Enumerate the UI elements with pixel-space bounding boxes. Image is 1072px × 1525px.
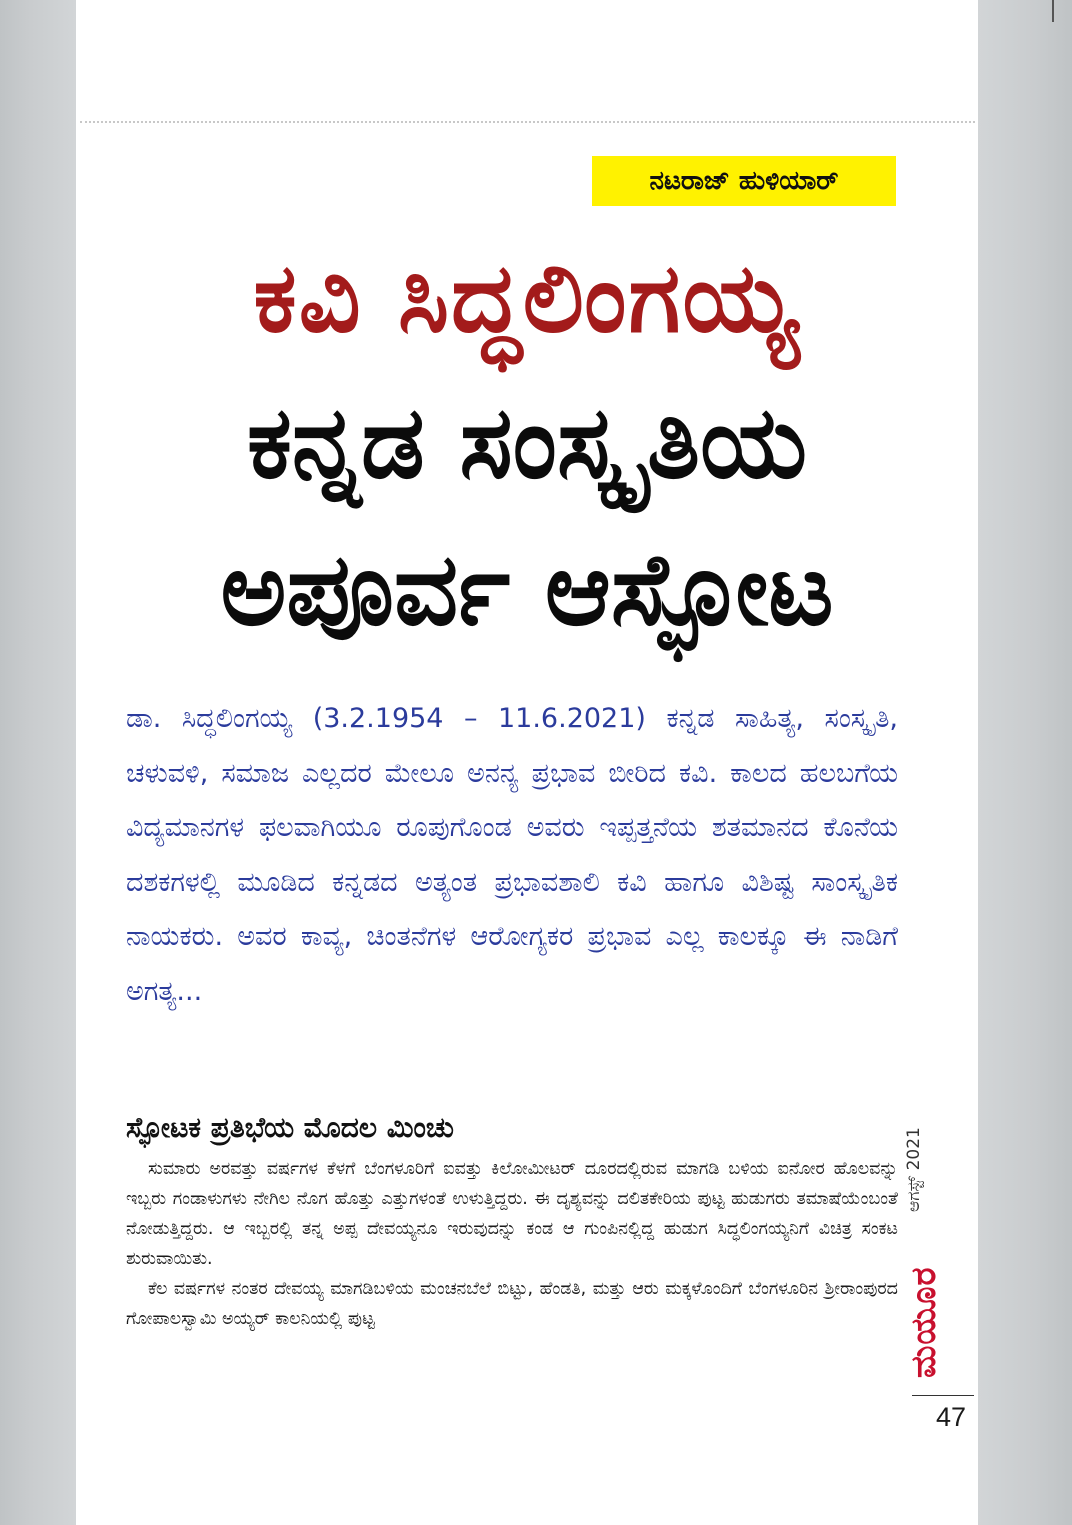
- crop-mark: [1052, 0, 1054, 22]
- magazine-logo: ಮಯೂರ: [904, 1266, 944, 1378]
- left-gray-margin: [0, 0, 76, 1525]
- section-heading: ಸ್ಫೋಟಕ ಪ್ರತಿಭೆಯ ಮೊದಲ ಮಿಂಚು: [126, 1111, 454, 1144]
- article-body: [126, 1154, 898, 1334]
- body-paragraph: ಕೆಲ ವರ್ಷಗಳ ನಂತರ ದೇವಯ್ಯ ಮಾಗಡಿಬಳಿಯ ಮಂಚನಬೆಲೆ ಬಿಟ್ಟು, ಹೆಂಡತಿ, ಮತ್ತು ಆರು ಮಕ್ಕಳೊಂದಿಗೆ ಬೆಂಗಳೂರಿನ ಶ್ರೀರಾಂಪುರದ ಗೋಪಾಲಸ್ವಾಮಿ ಅಯ್ಯರ್ ಕಾಲನಿಯಲ್ಲಿ ಪುಟ್ಟ: [126, 1279, 898, 1329]
- headline-line-1: ಕವಿ ಸಿದ್ಧಲಿಂಗಯ್ಯ: [253, 242, 801, 354]
- author-badge: ನಟರಾಜ್ ಹುಳಿಯಾರ್: [592, 156, 896, 206]
- headline-line-2: ಕನ್ನಡ ಸಂಸ್ಕೃತಿಯ: [246, 384, 808, 501]
- right-gray-margin: [978, 0, 1072, 1525]
- body-paragraph: ಸುಮಾರು ಅರವತ್ತು ವರ್ಷಗಳ ಕೆಳಗೆ ಬೆಂಗಳೂರಿಗೆ ಐವತ್ತು ಕಿಲೋಮೀಟರ್ ದೂರದಲ್ಲಿರುವ ಮಾಗಡಿ ಬಳಿಯ ಐನೋರ ಹೊಲವನ್ನು ಇಬ್ಬರು ಗಂಡಾಳುಗಳು ನೇಗಿಲ ನೊಗ ಹೊತ್ತು ಎತ್ತುಗಳಂತೆ ಉಳುತ್ತಿದ್ದರು. ಈ ದೃಶ್ಯವನ್ನು ದಲಿತಕೇರಿಯ ಪುಟ್ಟ ಹುಡುಗರು ತಮಾಷೆಯೆಂಬಂತೆ ನೋಡುತ್ತಿದ್ದರು. ಆ ಇಬ್ಬರಲ್ಲಿ ತನ್ನ ಅಪ್ಪ ದೇವಯ್ಯನೂ ಇರುವುದನ್ನು ಕಂಡ ಆ ಗುಂಪಿನಲ್ಲಿದ್ದ ಹುಡುಗ ಸಿದ್ಧಲಿಂಗಯ್ಯನಿಗೆ ವಿಚಿತ್ರ ಸಂಕಟ ಶುರುವಾಯಿತು.: [126, 1159, 898, 1269]
- headline-line-3: ಅಪೂರ್ವ ಆಸ್ಫೋಟ: [220, 531, 834, 648]
- page-number-rule: [912, 1395, 974, 1396]
- top-dotted-divider: [80, 121, 975, 123]
- intro-paragraph: ಡಾ. ಸಿದ್ಧಲಿಂಗಯ್ಯ (3.2.1954 – 11.6.2021) ಕನ್ನಡ ಸಾಹಿತ್ಯ, ಸಂಸ್ಕೃತಿ, ಚಳುವಳಿ, ಸಮಾಜ ಎಲ್ಲದರ ಮೇಲೂ ಅನನ್ಯ ಪ್ರಭಾವ ಬೀರಿದ ಕವಿ. ಕಾಲದ ಹಲಬಗೆಯ ವಿದ್ಯಮಾನಗಳ ಫಲವಾಗಿಯೂ ರೂಪುಗೊಂಡ ಅವರು ಇಪ್ಪತ್ತನೆಯ ಶತಮಾನದ ಕೊನೆಯ ದಶಕಗಳಲ್ಲಿ ಮೂಡಿದ ಕನ್ನಡದ ಅತ್ಯಂತ ಪ್ರಭಾವಶಾಲಿ ಕವಿ ಹಾಗೂ ವಿಶಿಷ್ಟ ಸಾಂಸ್ಕೃತಿಕ ನಾಯಕರು. ಅವರ ಕಾವ್ಯ, ಚಿಂತನೆಗಳ ಆರೋಗ್ಯಕರ ಪ್ರಭಾವ ಎಲ್ಲ ಕಾಲಕ್ಕೂ ಈ ನಾಡಿಗೆ ಅಗತ್ಯ...: [126, 703, 898, 1007]
- page-number: 47: [936, 1402, 967, 1432]
- issue-date: ಆಗಸ್ಟ್ 2021: [904, 1127, 924, 1212]
